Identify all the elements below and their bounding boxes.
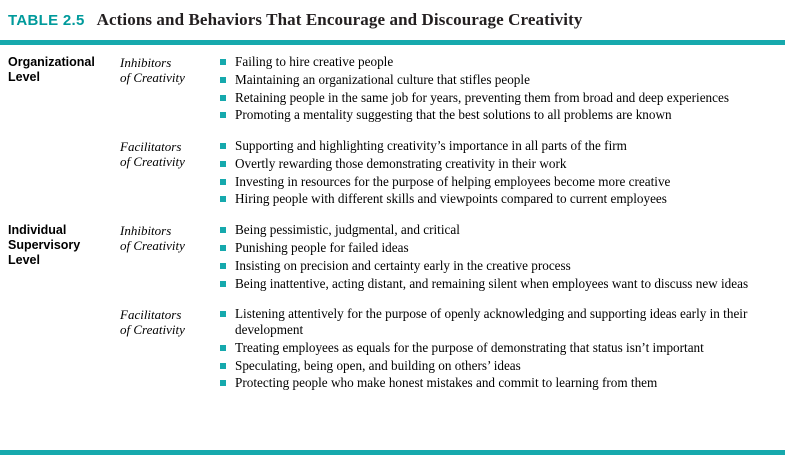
- square-bullet-icon: [220, 363, 226, 369]
- items-column: [220, 222, 777, 293]
- kind-label-facilitators: [120, 306, 220, 337]
- table-header: [0, 0, 785, 38]
- footer-divider-rule: [0, 450, 785, 455]
- kind-label-line: of Creativity: [120, 238, 185, 254]
- level-label-line: Organizational: [8, 55, 95, 69]
- kind-label-line: of Creativity: [120, 322, 185, 338]
- kind-label-inhibitors: [120, 222, 220, 253]
- level-label-line: Level: [8, 70, 40, 84]
- block-spacer: [8, 293, 777, 306]
- list-item: [220, 358, 777, 374]
- item-list: [220, 222, 777, 291]
- level-label-line: Supervisory: [8, 238, 81, 253]
- kind-label-line: of Creativity: [120, 70, 185, 85]
- list-item: [220, 276, 777, 292]
- table-number-label: TABLE 2.5: [8, 12, 85, 29]
- kind-label-line: Facilitators: [120, 307, 182, 323]
- list-item-text: Being inattentive, acting distant, and remaining silent when employees want to discuss new ideas: [235, 275, 749, 291]
- table-body: [0, 45, 785, 401]
- table-row: [8, 54, 777, 125]
- list-item: [220, 191, 777, 207]
- list-item-text: Retaining people in the same job for years, preventing them from broad and deep experiences: [235, 89, 729, 105]
- item-list: [220, 138, 777, 207]
- list-item-text: Overtly rewarding those demonstrating creativity in their work: [235, 155, 567, 171]
- square-bullet-icon: [220, 112, 226, 118]
- list-item-text: Insisting on precision and certainty early in the creative process: [235, 257, 571, 273]
- list-item: [220, 306, 777, 337]
- level-label-individual-supervisory: [8, 222, 120, 268]
- list-item-text: Investing in resources for the purpose of helping employees become more creative: [235, 173, 671, 189]
- square-bullet-icon: [220, 77, 226, 83]
- items-column: [220, 54, 777, 125]
- list-item: [220, 222, 777, 238]
- square-bullet-icon: [220, 196, 226, 202]
- list-item-text: Protecting people who make honest mistakes and commit to learning from them: [235, 375, 658, 391]
- table-row: [8, 306, 777, 393]
- item-list: [220, 306, 777, 391]
- square-bullet-icon: [220, 179, 226, 185]
- list-item-text: Failing to hire creative people: [235, 54, 394, 69]
- square-bullet-icon: [220, 161, 226, 167]
- kind-label-facilitators: [120, 138, 220, 169]
- list-item: [220, 90, 777, 106]
- list-item: [220, 156, 777, 172]
- list-item: [220, 138, 777, 154]
- items-column: [220, 138, 777, 209]
- level-label-spacer: [8, 138, 120, 139]
- kind-label-line: Inhibitors: [120, 223, 172, 239]
- square-bullet-icon: [220, 263, 226, 269]
- item-list: [220, 54, 777, 123]
- block-spacer: [8, 125, 777, 138]
- kind-label-inhibitors: [120, 54, 220, 85]
- list-item: [220, 72, 777, 88]
- square-bullet-icon: [220, 345, 226, 351]
- list-item: [220, 258, 777, 274]
- list-item-text: Speculating, being open, and building on others’ ideas: [235, 357, 521, 373]
- square-bullet-icon: [220, 95, 226, 101]
- level-label-line: Level: [8, 253, 40, 268]
- list-item-text: Maintaining an organizational culture that stifles people: [235, 71, 530, 87]
- square-bullet-icon: [220, 311, 226, 317]
- level-label-line: Individual: [8, 223, 67, 238]
- square-bullet-icon: [220, 227, 226, 233]
- list-item: [220, 107, 777, 123]
- list-item-text: Promoting a mentality suggesting that the best solutions to all problems are known: [235, 107, 672, 123]
- kind-label-line: Inhibitors: [120, 55, 172, 70]
- list-item-text: Hiring people with different skills and viewpoints compared to current employees: [235, 191, 667, 207]
- list-item-text: Treating employees as equals for the purpose of demonstrating that status isn’t important: [235, 339, 704, 355]
- list-item: [220, 375, 777, 391]
- square-bullet-icon: [220, 59, 226, 65]
- list-item-text: Being pessimistic, judgmental, and critical: [235, 222, 460, 238]
- square-bullet-icon: [220, 143, 226, 149]
- page-title: Actions and Behaviors That Encourage and Discourage Creativity: [96, 10, 583, 29]
- list-item-text: Listening attentively for the purpose of openly acknowledging and supporting ideas early in their development: [235, 306, 748, 337]
- table-row: [8, 222, 777, 293]
- list-item: [220, 340, 777, 356]
- list-item-text: Supporting and highlighting creativity’s importance in all parts of the firm: [235, 138, 627, 154]
- table-row: [8, 138, 777, 209]
- square-bullet-icon: [220, 380, 226, 386]
- square-bullet-icon: [220, 245, 226, 251]
- kind-label-line: Facilitators: [120, 139, 182, 155]
- level-label-spacer: [8, 306, 120, 307]
- square-bullet-icon: [220, 281, 226, 287]
- list-item: [220, 54, 777, 70]
- level-label-organizational: [8, 54, 120, 85]
- items-column: [220, 306, 777, 393]
- list-item-text: Punishing people for failed ideas: [235, 240, 409, 256]
- list-item: [220, 174, 777, 190]
- group-spacer: [8, 209, 777, 222]
- list-item: [220, 240, 777, 256]
- kind-label-line: of Creativity: [120, 154, 185, 170]
